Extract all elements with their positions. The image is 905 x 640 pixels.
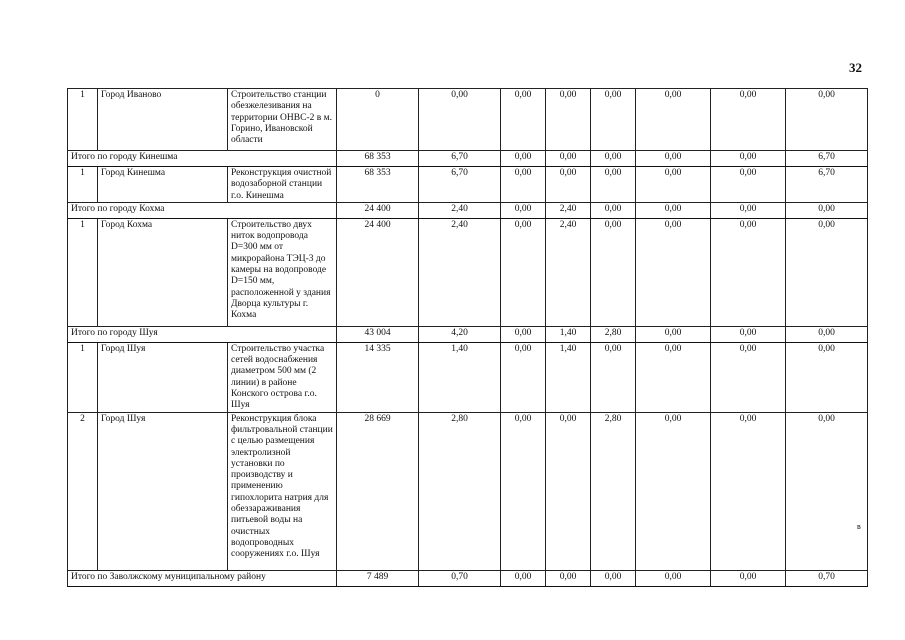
value-cell: 0,00 <box>711 167 786 203</box>
value-cell: 0,00 <box>501 342 546 412</box>
value-cell: 0,00 <box>546 412 591 570</box>
value-cell: 0,00 <box>786 412 868 570</box>
value-cell: 0,00 <box>711 570 786 586</box>
value-cell: 68 353 <box>337 167 419 203</box>
table-row <box>68 218 868 326</box>
value-cell: 2,40 <box>419 202 501 218</box>
value-cell: 0,00 <box>546 570 591 586</box>
value-cell: 0,00 <box>636 218 711 326</box>
value-cell: 0,00 <box>786 202 868 218</box>
total-row <box>68 151 868 167</box>
value-cell: 0,00 <box>501 167 546 203</box>
value-cell: 0,00 <box>786 89 868 151</box>
value-cell: 0,00 <box>501 326 546 342</box>
value-cell: 14 335 <box>337 342 419 412</box>
row-number: 2 <box>68 412 98 570</box>
project-description: Реконструкция очистной водозаборной станции г.о. Кинешма <box>228 167 337 203</box>
value-cell: 2,80 <box>591 412 636 570</box>
value-cell: 28 669 <box>337 412 419 570</box>
value-cell: 6,70 <box>419 151 501 167</box>
value-cell: 0,00 <box>636 202 711 218</box>
value-cell: 0,00 <box>786 342 868 412</box>
value-cell: 0 <box>337 89 419 151</box>
value-cell: 0,00 <box>711 151 786 167</box>
total-label: Итого по Заволжскому муниципальному району <box>68 570 337 586</box>
value-cell: 0,00 <box>591 89 636 151</box>
value-cell: 0,00 <box>501 412 546 570</box>
value-cell: 1,40 <box>546 342 591 412</box>
value-cell: 0,00 <box>636 342 711 412</box>
row-number: 1 <box>68 218 98 326</box>
value-cell: 0,00 <box>501 218 546 326</box>
city-name: Город Кохма <box>98 218 228 326</box>
value-cell: 0,00 <box>711 89 786 151</box>
value-cell: 0,00 <box>711 326 786 342</box>
value-cell: 0,70 <box>786 570 868 586</box>
table-row <box>68 412 868 570</box>
city-name: Город Кинешма <box>98 167 228 203</box>
value-cell: 0,00 <box>711 412 786 570</box>
value-cell: 0,00 <box>591 218 636 326</box>
value-cell: 43 004 <box>337 326 419 342</box>
value-cell: 68 353 <box>337 151 419 167</box>
value-cell: 6,70 <box>786 167 868 203</box>
value-cell: 0,00 <box>786 218 868 326</box>
total-row <box>68 326 868 342</box>
value-cell: 0,00 <box>636 326 711 342</box>
value-cell: 0,70 <box>419 570 501 586</box>
value-cell: 0,00 <box>419 89 501 151</box>
page-number: 32 <box>849 60 862 75</box>
value-cell: 0,00 <box>711 342 786 412</box>
city-name: Город Шуя <box>98 412 228 570</box>
total-label: Итого по городу Шуя <box>68 326 337 342</box>
city-name: Город Иваново <box>98 89 228 151</box>
value-cell: 0,00 <box>591 167 636 203</box>
value-cell: 0,00 <box>546 89 591 151</box>
total-label: Итого по городу Кинешма <box>68 151 337 167</box>
row-number: 1 <box>68 167 98 203</box>
value-cell: 0,00 <box>501 89 546 151</box>
value-cell: 4,20 <box>419 326 501 342</box>
value-cell: 7 489 <box>337 570 419 586</box>
value-cell: 1,40 <box>546 326 591 342</box>
margin-mark: в <box>857 522 861 531</box>
total-label: Итого по городу Кохма <box>68 202 337 218</box>
value-cell: 0,00 <box>786 326 868 342</box>
total-row <box>68 202 868 218</box>
value-cell: 0,00 <box>591 202 636 218</box>
value-cell: 0,00 <box>591 570 636 586</box>
value-cell: 0,00 <box>501 570 546 586</box>
value-cell: 2,80 <box>419 412 501 570</box>
value-cell: 6,70 <box>419 167 501 203</box>
investment-program-table <box>67 88 868 587</box>
value-cell: 2,40 <box>546 202 591 218</box>
row-number: 1 <box>68 89 98 151</box>
value-cell: 0,00 <box>501 151 546 167</box>
project-description: Реконструкция блока фильтровальной станции с целью размещения электролизной установки по производству и применению гипохлорита натрия для обеззараживания питьевой воды на очистных водопроводных сооружениях г.о. Шуя <box>228 412 337 570</box>
value-cell: 0,00 <box>636 167 711 203</box>
value-cell: 0,00 <box>591 342 636 412</box>
table-row <box>68 167 868 203</box>
value-cell: 0,00 <box>636 570 711 586</box>
value-cell: 6,70 <box>786 151 868 167</box>
value-cell: 2,40 <box>546 218 591 326</box>
value-cell: 2,40 <box>419 218 501 326</box>
project-description: Строительство станции обезжелезивания на территории ОНВС-2 в м. Горино, Ивановской области <box>228 89 337 151</box>
value-cell: 1,40 <box>419 342 501 412</box>
value-cell: 2,80 <box>591 326 636 342</box>
value-cell: 0,00 <box>501 202 546 218</box>
table-row <box>68 89 868 151</box>
value-cell: 0,00 <box>711 202 786 218</box>
value-cell: 24 400 <box>337 218 419 326</box>
project-description: Строительство двух ниток водопровода D=300 мм от микрорайона ТЭЦ-3 до камеры на водопроводе D=150 мм, расположенной у здания Дворца культуры г. Кохма <box>228 218 337 326</box>
city-name: Город Шуя <box>98 342 228 412</box>
value-cell: 24 400 <box>337 202 419 218</box>
total-row <box>68 570 868 586</box>
value-cell: 0,00 <box>591 151 636 167</box>
table-row <box>68 342 868 412</box>
project-description: Строительство участка сетей водоснабжения диаметром 500 мм (2 линии) в районе Конского острова г.о. Шуя <box>228 342 337 412</box>
value-cell: 0,00 <box>636 151 711 167</box>
row-number: 1 <box>68 342 98 412</box>
value-cell: 0,00 <box>546 167 591 203</box>
value-cell: 0,00 <box>636 89 711 151</box>
value-cell: 0,00 <box>636 412 711 570</box>
value-cell: 0,00 <box>546 151 591 167</box>
value-cell: 0,00 <box>711 218 786 326</box>
